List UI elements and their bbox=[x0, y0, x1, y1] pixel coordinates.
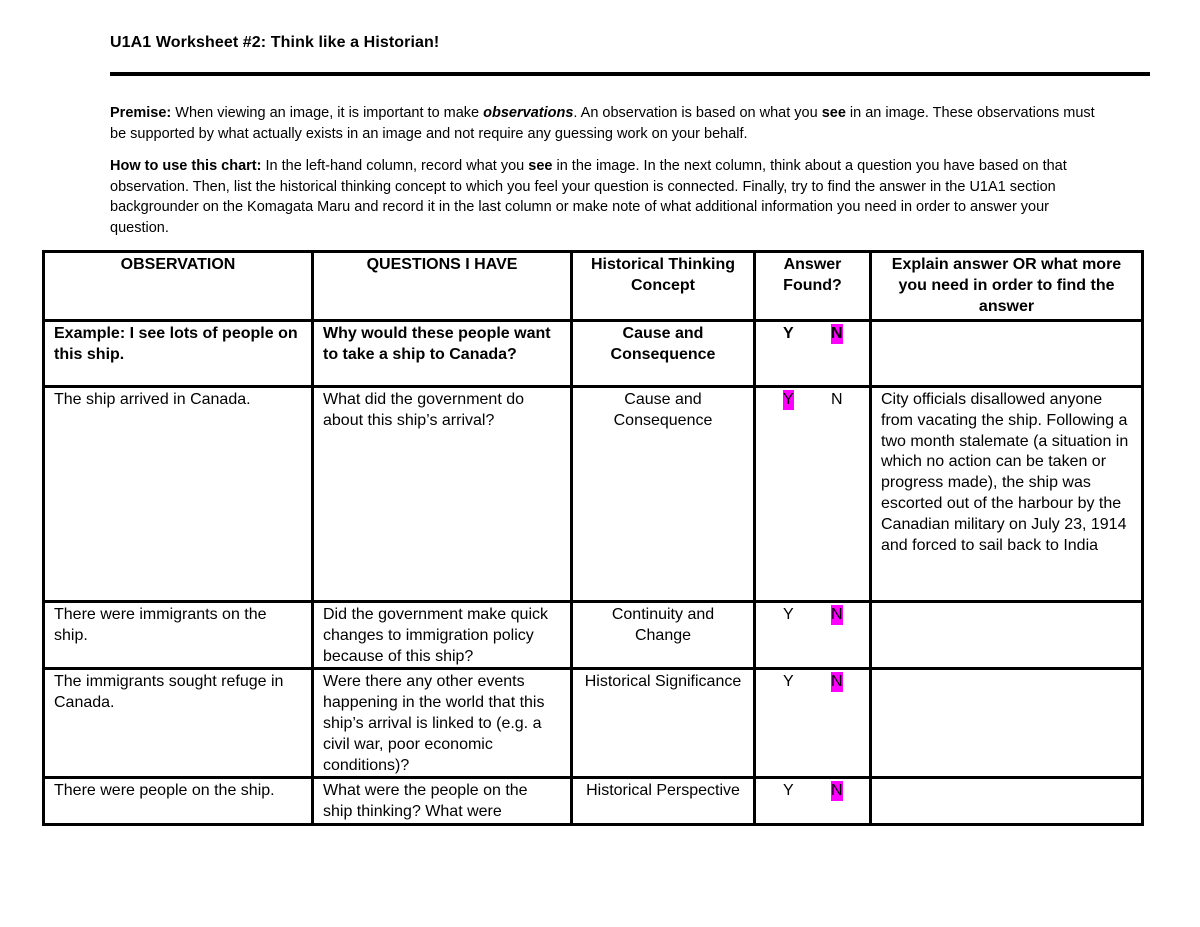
concept-cell: Cause and Consequence bbox=[572, 387, 755, 602]
table-row bbox=[44, 669, 1143, 778]
header-observation: OBSERVATION bbox=[44, 252, 313, 321]
premise-see: see bbox=[821, 105, 846, 121]
answer-no[interactable]: N bbox=[831, 782, 843, 800]
observation-cell: Example: I see lots of people on this ship. bbox=[44, 321, 313, 387]
question-cell: Did the government make quick changes to immigration policy because of this ship? bbox=[313, 602, 572, 669]
premise-label: Premise: bbox=[110, 105, 172, 121]
answer-no[interactable]: N bbox=[831, 325, 843, 342]
howto-text: in the image. In the next column, think about a question you have based on that observation. Then, list the historical thinking concept to which you feel your question is connected. Finally, try to find the answer in the U1A1 section backgrounder on the Komagata Maru and record it in the last column or make note of what additional information you need in order to answer your question. bbox=[110, 158, 1067, 236]
title-divider bbox=[110, 72, 1150, 76]
header-explain: Explain answer OR what more you need in order to find the answer bbox=[871, 252, 1143, 321]
worksheet-title: U1A1 Worksheet #2: Think like a Historian! bbox=[110, 34, 440, 51]
answer-yes[interactable]: Y bbox=[783, 673, 794, 691]
answer-no[interactable]: N bbox=[831, 673, 843, 691]
howto-label: How to use this chart: bbox=[110, 158, 262, 174]
explain-cell[interactable] bbox=[871, 778, 1143, 825]
table-row bbox=[44, 602, 1143, 669]
header-questions: QUESTIONS I HAVE bbox=[313, 252, 572, 321]
answer-yes[interactable]: Y bbox=[783, 782, 794, 800]
table-row bbox=[44, 321, 1143, 387]
concept-cell: Historical Significance bbox=[572, 669, 755, 778]
answer-no[interactable]: N bbox=[831, 606, 843, 623]
howto-text: In the left-hand column, record what you bbox=[261, 158, 529, 174]
question-cell: Were there any other events happening in the world that this ship’s arrival is linked to (e.g. a civil war, poor economic conditions)? bbox=[313, 669, 572, 778]
concept-cell: Historical Perspective bbox=[572, 778, 755, 825]
premise-text: in an image. These observations must be supported by what actually exists in an image and not require any guessing work on your behalf. bbox=[110, 105, 1095, 142]
answer-found-cell bbox=[755, 387, 871, 602]
premise-text: . An observation is based on what you bbox=[573, 105, 822, 121]
explain-cell[interactable] bbox=[871, 602, 1143, 669]
answer-yes[interactable]: Y bbox=[783, 606, 794, 623]
observation-cell: The ship arrived in Canada. bbox=[44, 387, 313, 602]
answer-found-cell bbox=[755, 778, 871, 825]
answer-no[interactable]: N bbox=[831, 391, 843, 408]
answer-found-cell bbox=[755, 602, 871, 669]
answer-yes[interactable]: Y bbox=[783, 391, 794, 408]
concept-cell: Cause and Consequence bbox=[572, 321, 755, 387]
question-cell: What did the government do about this ship’s arrival? bbox=[313, 387, 572, 602]
premise-text: When viewing an image, it is important to make bbox=[171, 105, 484, 121]
howto-paragraph bbox=[110, 156, 1110, 238]
explain-cell[interactable] bbox=[871, 669, 1143, 778]
observation-cell: There were people on the ship. bbox=[44, 778, 313, 825]
observation-cell: The immigrants sought refuge in Canada. bbox=[44, 669, 313, 778]
header-answer-found: Answer Found? bbox=[755, 252, 871, 321]
observation-cell: There were immigrants on the ship. bbox=[44, 602, 313, 669]
answer-yes[interactable]: Y bbox=[783, 325, 794, 342]
explain-cell[interactable]: City officials disallowed anyone from vacating the ship. Following a two month stalemate (a situation in which no action can be taken or progress made), the ship was escorted out of the harbour by the Canadian military on July 23, 1914 and forced to sail back to India bbox=[871, 387, 1143, 602]
historian-chart bbox=[42, 250, 1144, 826]
premise-emphasis: observations bbox=[483, 105, 574, 121]
answer-found-cell bbox=[755, 669, 871, 778]
howto-see: see bbox=[528, 158, 553, 174]
header-concept: Historical Thinking Concept bbox=[572, 252, 755, 321]
explain-cell[interactable] bbox=[871, 321, 1143, 387]
question-cell: What were the people on the ship thinking? What were bbox=[313, 778, 572, 825]
premise-paragraph bbox=[110, 103, 1110, 144]
header-row bbox=[44, 252, 1143, 321]
concept-cell: Continuity and Change bbox=[572, 602, 755, 669]
table-row bbox=[44, 778, 1143, 825]
table-row bbox=[44, 387, 1143, 602]
question-cell: Why would these people want to take a ship to Canada? bbox=[313, 321, 572, 387]
answer-found-cell bbox=[755, 321, 871, 387]
